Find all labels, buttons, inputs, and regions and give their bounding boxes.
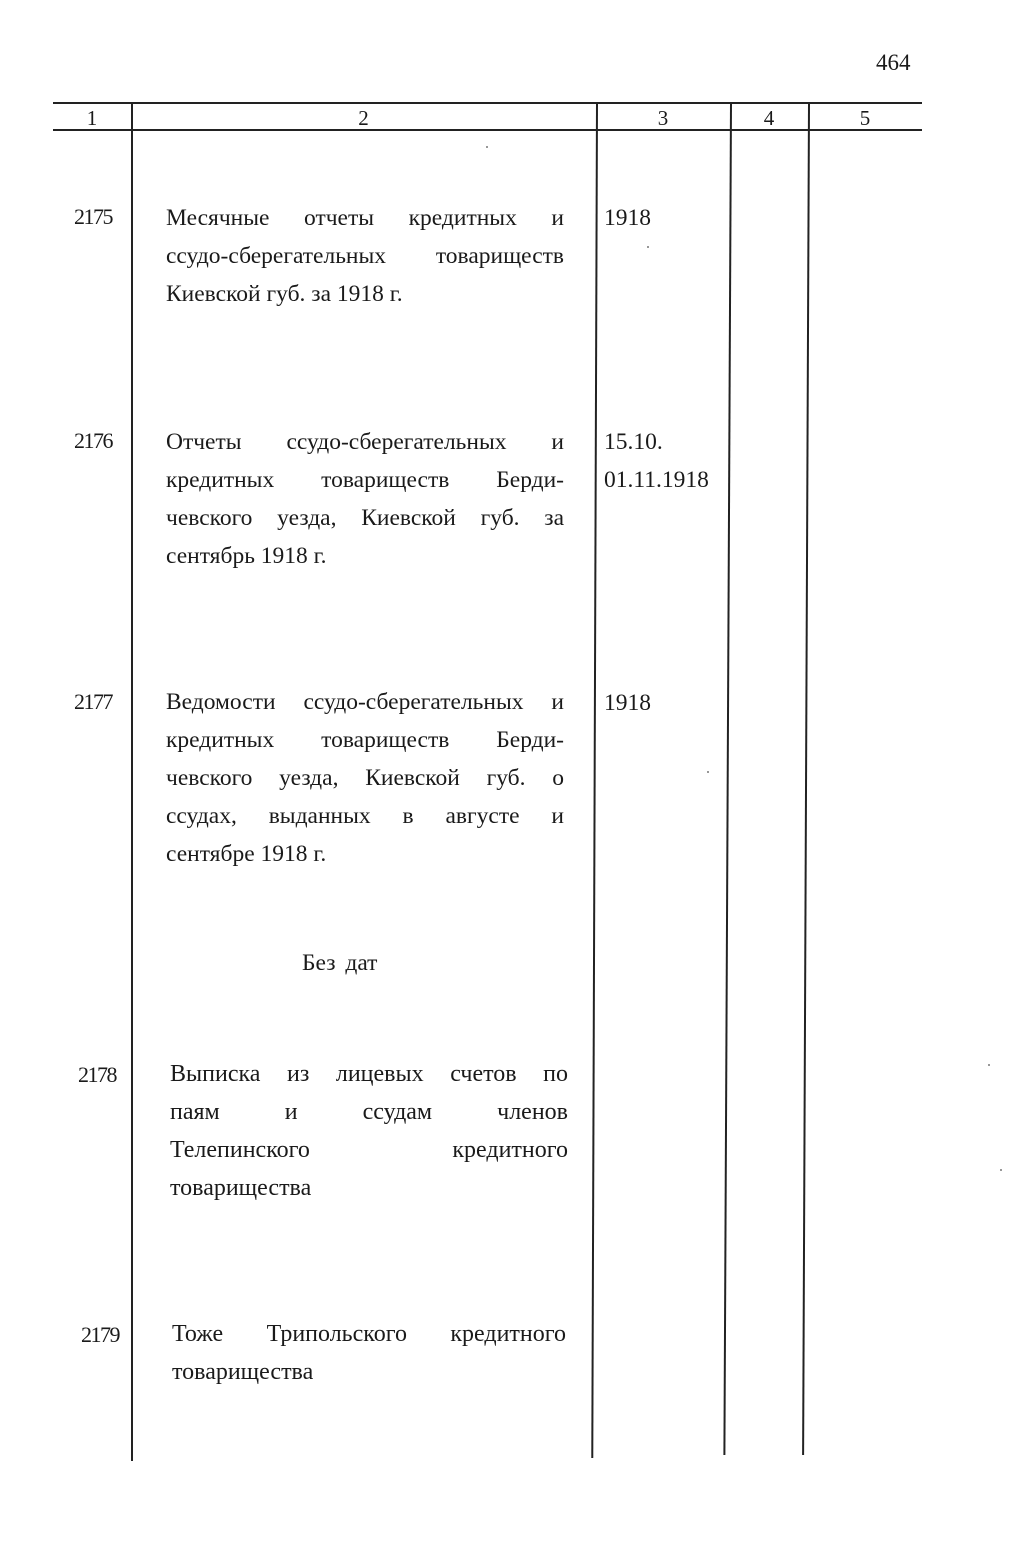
- description-line: Отчеты ссудо-сберегательных и: [166, 429, 564, 455]
- description-line: Ведомости ссудо-сберегательных и: [166, 689, 564, 715]
- record-number: 2177: [74, 689, 112, 714]
- column-divider-1: [131, 103, 133, 1461]
- description-line: Тоже Трипольского кредитного: [172, 1321, 566, 1347]
- date-line: 1918: [604, 205, 651, 231]
- date-line: 01.11.1918: [604, 467, 709, 493]
- record-description: [172, 1315, 566, 1391]
- scan-speck: [647, 246, 649, 248]
- date-line: 15.10.: [604, 429, 663, 455]
- record-dates: [604, 199, 651, 237]
- column-divider-3: [723, 103, 731, 1455]
- scan-speck: [486, 146, 488, 148]
- description-line: сентябрь 1918 г.: [166, 543, 327, 569]
- description-line: Месячные отчеты кредитных и: [166, 205, 564, 231]
- section-heading: Без дат: [302, 950, 378, 976]
- date-line: 1918: [604, 690, 651, 716]
- record-number: 2179: [81, 1322, 119, 1347]
- description-line: Выписка из лицевых счетов по: [170, 1061, 568, 1087]
- column-header-3: 3: [657, 106, 669, 130]
- column-header-5: 5: [859, 106, 871, 130]
- description-line: паям и ссудам членов: [170, 1099, 568, 1125]
- description-line: ссудо-сберегательных товариществ: [166, 243, 564, 269]
- page-number: 464: [876, 50, 911, 75]
- column-header-1: 1: [86, 106, 98, 130]
- description-line: чевского уезда, Киевской губ. о: [166, 765, 564, 791]
- scan-speck: [707, 771, 709, 773]
- column-divider-2: [591, 103, 597, 1458]
- record-number: 2178: [78, 1062, 116, 1087]
- description-line: кредитных товариществ Берди-: [166, 727, 564, 753]
- table-top-rule: [53, 102, 922, 104]
- description-line: ссудах, выданных в августе и: [166, 803, 564, 829]
- column-header-2: 2: [358, 106, 369, 130]
- description-line: Киевской губ. за 1918 г.: [166, 281, 403, 307]
- record-dates: [604, 684, 651, 722]
- scan-speck: [988, 1064, 990, 1066]
- description-line: чевского уезда, Киевской губ. за: [166, 505, 564, 531]
- record-dates: [604, 423, 709, 499]
- column-divider-4: [802, 103, 809, 1455]
- record-description: [166, 199, 564, 313]
- description-line: сентябре 1918 г.: [166, 841, 327, 867]
- description-line: товарищества: [172, 1359, 314, 1385]
- record-description: [170, 1055, 568, 1207]
- column-header-4: 4: [763, 106, 775, 130]
- scan-speck: [1000, 1169, 1002, 1171]
- record-number: 2176: [74, 428, 112, 453]
- description-line: кредитных товариществ Берди-: [166, 467, 564, 493]
- record-description: [166, 683, 564, 873]
- description-line: товарищества: [170, 1175, 312, 1201]
- record-number: 2175: [74, 204, 112, 229]
- record-description: [166, 423, 564, 575]
- description-line: Телепинского кредитного: [170, 1137, 568, 1163]
